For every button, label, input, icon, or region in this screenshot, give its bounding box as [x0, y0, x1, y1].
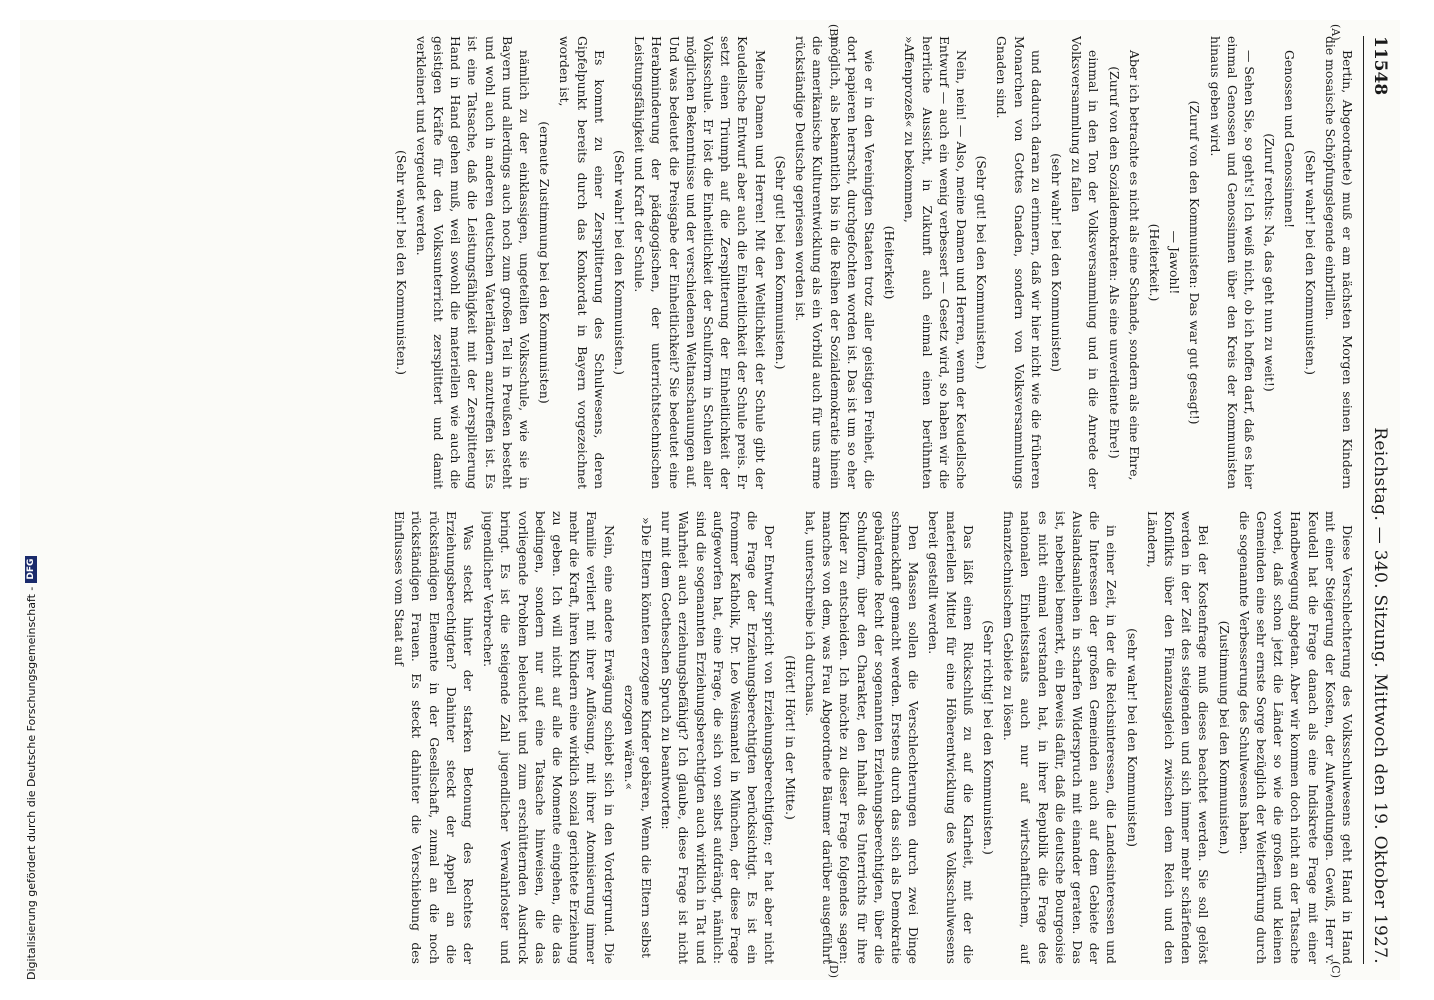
paragraph: (sehr wahr! bei den Kommunisten)	[1124, 628, 1140, 847]
margin-marker-a: (A)	[1329, 24, 1342, 41]
paragraph: (Sehr wahr! bei den Kommunisten.)	[612, 150, 628, 375]
paragraph: (Sehr wahr! bei den Kommunisten.)	[1302, 150, 1318, 375]
paragraph: Den Massen sollen die Verschlechterungen durch zwei Dinge schmackhaft gemacht werden. Erstens durch das sich als Demokratie gebärdende Recht der sogenannten Erziehungsberechtigten, über die Schulform, über den Charakter, den Inhalt des Unterrichts für ihre Kinder zu entscheiden. Ich möchte zu dieser Frage folgendes sagen: manches von dem, was Frau Abgeordnete Bäumer darüber ausgeführt hat, unterschreibe ich durchaus.	[802, 511, 922, 964]
paragraph: (Heiterkeit.)	[1146, 223, 1162, 302]
paragraph: in einer Zeit, in der die Reichsinteressen, die Landesinteressen und die Interessen der großen Gemeinden auch auf dem Gebiete der Auslandsanleihen in scharfen Widerspruch mit einander geraten. Das ist, nebenbei bemerkt, ein Beweis dafür, daß die deutsche Bourgeoisie es nicht einmal verstanden hat, in ihrer Republik die Frage des nationalen Einheitsstaats auch nur auf wirtschaftlichem, auf finanztechnischem Gebiete zu lösen.	[1001, 511, 1120, 964]
dfg-logo-icon: DFG	[25, 556, 37, 583]
paragraph: — Sehen Sie, so geht's! Ich weiß nicht, ob ich hoffen darf, daß es hier einmal Genossen und Genossinnen über den Kreis der Kommunisten hinaus geben wird.	[1207, 36, 1257, 489]
paragraph: wie er in den Vereinigten Staaten trotz aller geistigen Freiheit, die dort papieren herrscht, durchgefochten worden ist. Das ist um so eher möglich, als bekanntlich bis in die Reihen der Sozialdemokratie hinein die amerikanische Kulturentwicklung als ein Vorbild auch für uns arme rückständige Deutsche gepriesen worden ist.	[793, 36, 877, 489]
paragraph: Meine Damen und Herren! Mit der Weltlichkeit der Schule gibt der Keudellsche Entwurf aber auch die Einheitlichkeit der Schule preis. Er setzt einen Triumph auf die Zersplitterung der Einheitlichkeit der Volksschule. Er löst die Einheitlichkeit der Schulform in Schulen aller möglichen Bekenntnisse und der verschiedenen Weltanschauungen auf. Und was bedeutet die Preisgabe der Einheitlichkeit? Sie bedeutet eine Herabminderung der pädagogischen, der unterrichtstechnischen Leistungsfähigkeit und Kraft der Schule.	[632, 36, 768, 489]
paragraph: (Zustimmung bei den Kommunisten.)	[1216, 620, 1232, 855]
paragraph: (erneute Zustimmung bei den Kommunisten)	[537, 121, 553, 404]
paragraph: nämlich zu der einklassigen, ungeteilten Volksschule, wie sie in Bayern und allerdings auch noch zum großen Teil in Preußen besteht und wohl auch in anderen deutschen Vaterländern anzutreffen ist. Es ist eine Tatsache, daß die Leistungsfähigkeit mit der Zersplitterung Hand in Hand gehen muß, weil sowohl die materiellen wie auch die geistigen Kräfte für den Volksunterricht zersplittert und damit verkleinert und vergeudet werden.	[413, 36, 533, 489]
paragraph: einmal in den Ton der Volksversammlung und in die Anrede der Volksversammlung zu fallen	[1069, 36, 1102, 489]
paragraph: (Hört! Hört! in der Mitte.)	[782, 655, 798, 820]
digitization-credit	[4, 558, 38, 990]
paragraph: (Sehr wahr! bei den Kommunisten.)	[393, 150, 409, 375]
paragraph: (Zuruf rechts: Na, das geht nun zu weit!)	[1262, 133, 1278, 392]
paragraph: Es kommt zu einer Zersplitterung des Schulwesens, deren Gipfelpunkt bereits durch das Konkordat in Bayern vorgezeichnet worden ist,	[557, 36, 607, 489]
paragraph: »Die Eltern könnten erzogene Kinder gebären, Wenn die Eltern selbst erzogen wären.«	[621, 516, 655, 959]
text-columns	[30, 36, 1356, 964]
paragraph: (Sehr gut! bei den Kommunisten.)	[974, 155, 990, 370]
paragraph: (sehr wahr! bei den Kommunisten)	[1048, 153, 1064, 372]
page-header	[1363, 36, 1390, 964]
margin-marker-d: (D)	[827, 960, 840, 978]
credit-text: Digitalisierung gefördert durch die Deutsche Forschungsgemeinschaft -	[24, 586, 38, 980]
paragraph: Bertin, Abgeordnete) muß er am nächsten Morgen seinen Kindern die mosaische Schöpfungslegende einbrillen.	[1322, 36, 1355, 489]
margin-marker-b: (B)	[827, 24, 840, 41]
right-column	[30, 511, 1356, 964]
paragraph: (Zuruf von den Kommunisten: Das war gut gesagt!)	[1187, 100, 1203, 425]
paragraph: und dadurch daran zu erinnern, daß wir hier nicht wie die früheren Monarchen von Gottes Gnaden, sondern von Volksversammlungs Gnaden sind.	[994, 36, 1044, 489]
paragraph: Bei der Kostenfrage muß dieses beachtet werden. Sie soll gelöst werden in der Zeit des steigenden und sich immer mehr schärfenden Konflikts über den Finanzausgleich zwischen dem Reich und den Ländern,	[1144, 511, 1212, 964]
paragraph: Der Entwurf spricht von Erziehungsberechtigten; er hat aber nicht die Frage der Erziehungsberechtigten berücksichtigt. Es ist ein frommer Katholik, Dr. Leo Weismantel in München, der diese Frage aufgeworfen hat, eine Frage, die sich von selbst aufdrängt, nämlich: sind die sogenannten Erziehungsberechtigten auch wirklich in Tat und Wahrheit auch erziehungsbefähigt? Ich glaube, diese Frage ist nicht nur mit dem Goetheschen Spruch zu beantworten:	[659, 511, 778, 964]
margin-marker-c: (C)	[1329, 961, 1342, 978]
left-column	[30, 36, 1356, 489]
paragraph: (Sehr richtig! bei den Kommunisten.)	[980, 620, 996, 855]
paragraph: Genossen und Genossinnen!	[1282, 50, 1298, 229]
paragraph: — Jawohl!	[1167, 230, 1183, 295]
paragraph: Aber ich betrachte es nicht als eine Schande, sondern als eine Ehre,	[1126, 50, 1142, 481]
paragraph: Das läßt einen Rückschluß zu auf die Klarheit, mit der die materiellen Mittel für eine Höherentwicklung des Volksschulwesens bereit gestellt werden.	[926, 511, 976, 964]
paragraph: Diese Verschlechterung des Volksschulwesens geht Hand in Hand mit einer Steigerung der Kosten, der Aufwendungen. Gewiß, Herr v. Keudell hat die Frage danach als eine Indiskrete Frage mit einer Handbewegung abgetan. Aber wir kommen doch nicht an der Tatsache vorbei, daß schon jetzt die Länder so wie die großen und kleinen Gemeinden eine sehr ernste Sorge bezüglich der Weiterführung durch die sogenannte Verbesserung des Schulwesens haben.	[1236, 511, 1355, 964]
paragraph: Nein, nein! — Also, meine Damen und Herren, wenn der Keudellsche Entwurf — auch ein wenig verbessert — Gesetz wird, so haben wir die herrliche Aussicht, in Zukunft auch einmal einen berühmten »Affenprozeß« zu bekommen,	[902, 36, 969, 489]
paragraph: Was steckt hinter der starken Betonung des Rechtes der Erziehungsberechtigten? Dahinter steckt der Appell an die rückständigen Elemente in der Gesellschaft, zumal an die noch rückständigen Frauen. Es steckt dahinter die Verschiebung des Einflusses vom Staat auf	[392, 511, 477, 964]
paragraph: (Heiterkeit)	[882, 225, 898, 300]
page-number: 11548	[1370, 36, 1390, 96]
paragraph: (Zuruf von den Sozialdemokraten: Als eine unverdiente Ehre!)	[1106, 66, 1122, 459]
paragraph: (Sehr gut! bei den Kommunisten.)	[772, 155, 788, 370]
paragraph: Nein, eine andere Erwägung schiebt sich in den Vordergrund. Die Familie verliert mit ihrer Auflösung, mit ihrer Atomisierung immer mehr die Kraft, ihren Kindern eine wirklich sozial gerichtete Erziehung zu geben. Ich will nicht auf alle die Momente eingehen, die das bedingen, sondern nur auf eine Tatsache hinweisen, die das vorliegende Problem beleuchtet und zum erschütternden Ausdruck bringt. Es ist die steigende Zahl jugendlicher Verwahrloster und jugendlicher Verbrecher.	[481, 511, 617, 964]
page-title: Reichstag. — 340. Sitzung. Mittwoch den 19. Oktober 1927.	[1370, 427, 1390, 964]
document-page	[20, 20, 1400, 980]
